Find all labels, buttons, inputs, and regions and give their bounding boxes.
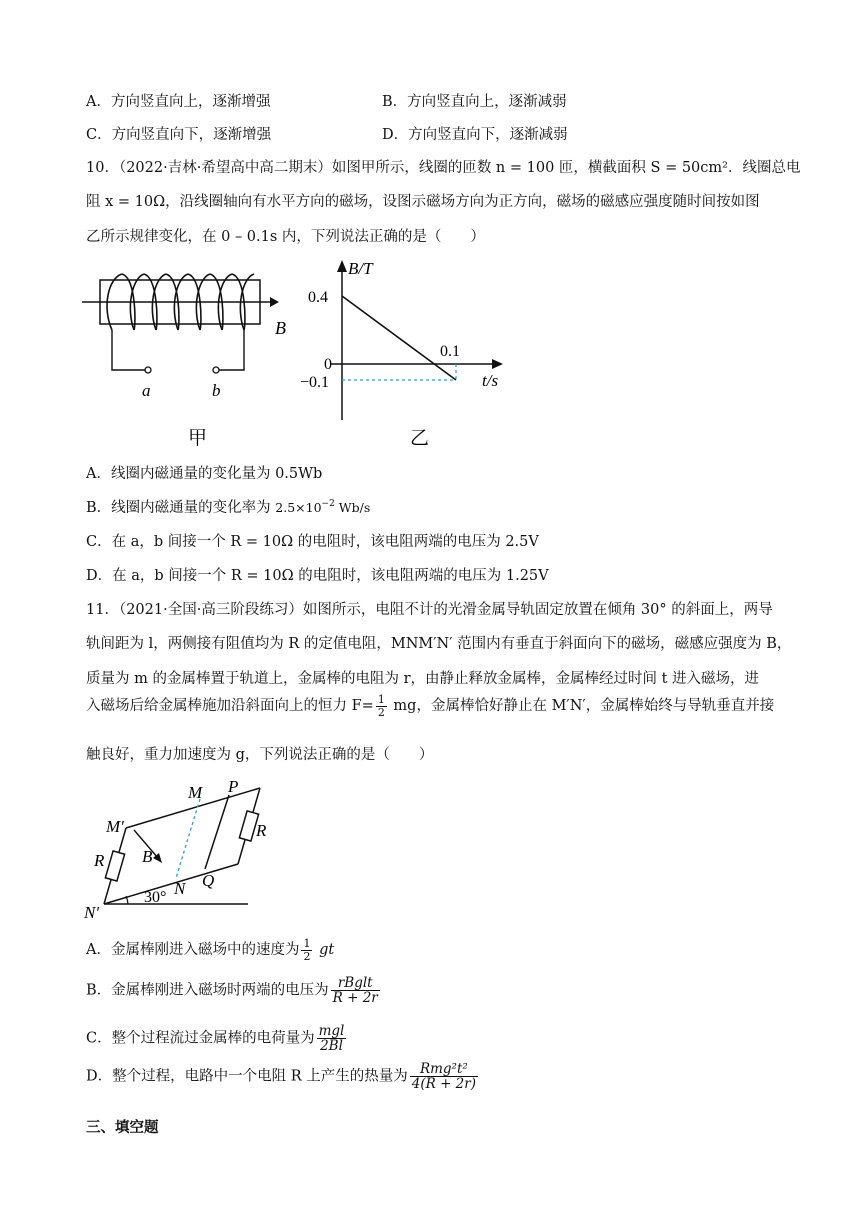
fig-jia-caption: 甲 xyxy=(188,428,208,449)
q11-label-angle: 30° xyxy=(144,889,167,906)
fig-yi-caption: 乙 xyxy=(410,428,430,449)
q11-label-b: B xyxy=(142,847,153,866)
q9-option-a: A．方向竖直向上，逐渐增强 xyxy=(86,94,271,110)
q9-option-c: C．方向竖直向下，逐渐增强 xyxy=(86,127,272,143)
q11-stem-line4: 入磁场后给金属棒施加沿斜面向上的恒力 F= $\frac{1}{2}$ mg，金属棒恰好静止在 M′N′，金属棒始终与导轨垂直并接 xyxy=(86,693,775,719)
q11-label-m: M xyxy=(188,783,203,802)
fig-yi-tick-0-4: 0.4 xyxy=(308,289,328,306)
fig-yi-x-axis-label: t/s xyxy=(482,371,499,390)
section-title: 三、填空题 xyxy=(86,1119,159,1136)
q11-label-p: P xyxy=(228,778,239,796)
q11-rod-pq xyxy=(205,795,229,869)
q9-option-b: B．方向竖直向上，逐渐减弱 xyxy=(382,94,567,110)
q11-option-a: A．金属棒刚进入磁场中的速度为 $\frac{1}{2}$ gt xyxy=(86,937,335,963)
q11-stem-line3: 质量为 m 的金属棒置于轨道上，金属棒的电阻为 r，由静止释放金属棒，金属棒经过时间 t 进入磁场，进 xyxy=(86,671,760,687)
q9-option-d: D．方向竖直向下，逐渐减弱 xyxy=(382,127,568,143)
q11-stem-line2: 轨间距为 l，两侧接有阻值均为 R 的定值电阻，MNM′N′ 范围内有垂直于斜面向下的磁场，磁感应强度为 B， xyxy=(86,636,792,652)
fig-jia-terminal-a: a xyxy=(142,381,151,400)
fig-jia-label-b-field: B xyxy=(275,318,286,338)
q11-option-b: B．金属棒刚进入磁场时两端的电压为 $\frac{\text{rBglt}}{R + 2r}$ xyxy=(86,975,378,1007)
q10-stem-line3: 乙所示规律变化，在 0 – 0.1s 内，下列说法正确的是（ ） xyxy=(86,229,485,245)
q11-option-c: C．整个过程流过金属棒的电荷量为 $\frac{\text{mgl}}{2Bl}$ xyxy=(86,1023,345,1055)
q11-option-d: D．整个过程，电路中一个电阻 R 上产生的热量为 $\frac{\text{Rmg²t²}}{4(R + 2r)}$ xyxy=(86,1061,476,1093)
q10-figure-jia xyxy=(78,268,298,458)
q10-option-b: B．线圈内磁通量的变化率为 $2.5\times 10^{-2}$ Wb/s xyxy=(86,499,371,516)
fig-yi-tick-0-1: 0.1 xyxy=(440,343,460,360)
q11-figure-rails xyxy=(82,778,272,920)
fig-jia-terminal-b: b xyxy=(212,381,221,400)
q10-figure-yi xyxy=(296,254,526,454)
q11-label-r-right: R xyxy=(256,821,267,840)
q11-dashed-mn xyxy=(176,799,200,878)
fig-yi-y-axis-label: B/T xyxy=(348,259,373,278)
q11-stem-line5: 触良好，重力加速度为 g，下列说法正确的是（ ） xyxy=(86,747,434,763)
q11-label-m-prime: M′ xyxy=(106,817,124,836)
q10-option-a: A．线圈内磁通量的变化量为 0.5Wb xyxy=(86,466,323,482)
q11-label-n-prime: N′ xyxy=(84,903,100,920)
q10-option-d: D．在 a，b 间接一个 R = 10Ω 的电阻时，该电阻两端的电压为 1.25V xyxy=(86,568,549,584)
q10-stem-line1: 10．（2022·吉林·希望高中高二期末）如图甲所示，线圈的匝数 n = 100 匝，横截面积 S = 50cm²．线圈总电 xyxy=(86,160,801,176)
q10-stem-line2: 阻 x = 10Ω，沿线圈轴向有水平方向的磁场，设图示磁场方向为正方向，磁场的磁感应强度随时间按如图 xyxy=(86,194,760,210)
q11-force-fraction: $\frac{1}{2}$ xyxy=(377,693,385,719)
fig-yi-tick-0: 0 xyxy=(324,356,332,373)
q11-label-r-left: R xyxy=(94,851,105,870)
fig-yi-b-line xyxy=(342,296,456,380)
q10-option-c: C．在 a，b 间接一个 R = 10Ω 的电阻时，该电阻两端的电压为 2.5V xyxy=(86,534,539,550)
q11-label-n: N xyxy=(174,879,186,898)
fig-yi-tick-neg-0-1: −0.1 xyxy=(300,374,330,391)
q11-label-q: Q xyxy=(202,871,215,890)
q11-stem-line1: 11．（2021·全国·高三阶段练习）如图所示，电阻不计的光滑金属导轨固定放置在倾角 30° 的斜面上，两导 xyxy=(86,602,773,618)
